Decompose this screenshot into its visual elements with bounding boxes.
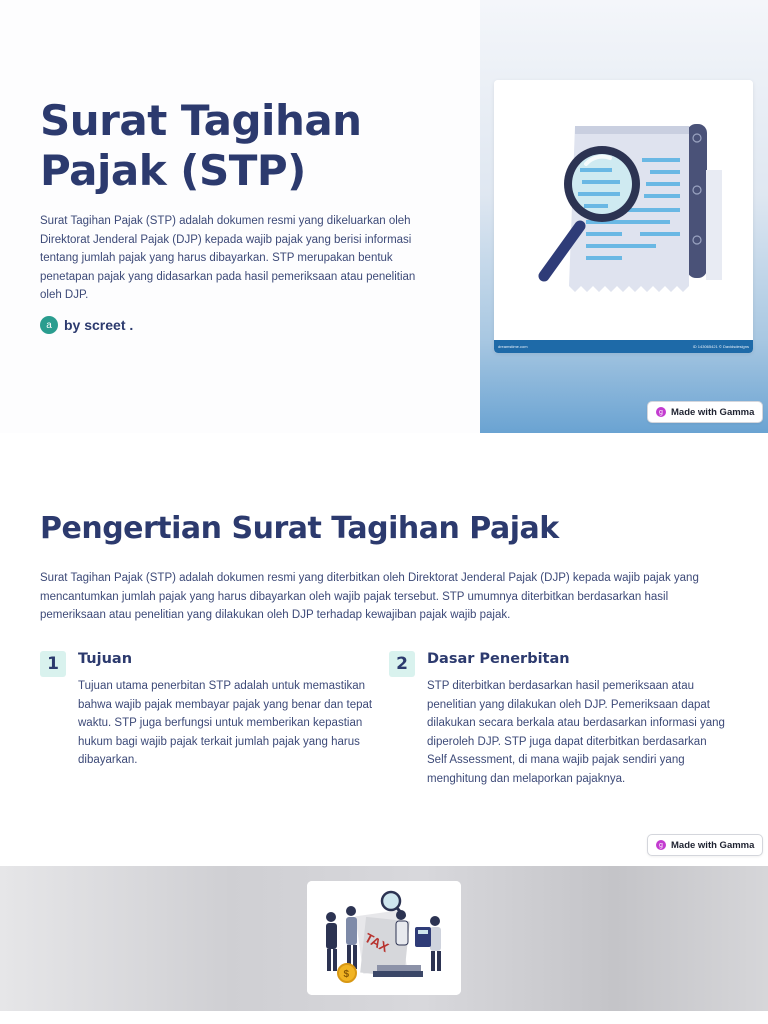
tax-stamp: TAX: [362, 930, 392, 956]
author-credit[interactable]: [40, 316, 133, 334]
point-title: Tujuan: [78, 651, 133, 667]
made-with-gamma-button[interactable]: [647, 401, 763, 423]
made-with-gamma-button[interactable]: [647, 834, 763, 856]
point-number: 2: [389, 651, 415, 677]
point-title: Dasar Penerbitan: [427, 651, 570, 667]
slide-title: [0, 0, 768, 433]
gamma-icon: g: [656, 840, 666, 850]
point-number: 1: [40, 651, 66, 677]
point-body: Tujuan utama penerbitan STP adalah untuk memastikan bahwa wajib pajak membayar pajak yang benar dan tepat waktu. STP juga berfungsi untuk memberikan kepastian hukum bagi wajib pajak terkait jumlah pajak yang harus dibayarkan.: [78, 680, 373, 766]
page-bottom-strip: [0, 1011, 768, 1024]
avatar: a: [40, 316, 58, 334]
gamma-label: Made with Gamma: [671, 406, 755, 418]
slide-illustration: [0, 866, 768, 1024]
image-footer: [494, 340, 753, 353]
gamma-icon: g: [656, 407, 666, 417]
svg-text:$: $: [343, 969, 350, 980]
point-body: STP diterbitkan berdasarkan hasil pemeriksaan atau penelitian yang dilakukan oleh DJP. Pemeriksaan dapat dilakukan secara berkala atau berdasarkan informasi yang diperoleh DJP. STP juga dapat diterbitkan berdasarkan Self Assessment, di mana wajib pajak sendiri yang menghitung dan melaporkan pajaknya.: [427, 680, 725, 785]
stock-image: [494, 80, 753, 353]
gamma-label: Made with Gamma: [671, 839, 755, 851]
image-source: dreamstime.com: [498, 344, 528, 349]
intro-text: Surat Tagihan Pajak (STP) adalah dokumen resmi yang dikeluarkan oleh Direktorat Jenderal Pajak (DJP) kepada wajib pajak yang berisi informasi tentang jumlah pajak yang harus dibayarkan. STP merupakan bentuk penetapan pajak yang didasarkan pada hasil pemeriksaan atau penelitian oleh DJP.: [40, 215, 416, 301]
tax-illustration: [307, 881, 461, 995]
image-id: ID 143065421 © Davidsdesigns: [692, 344, 749, 349]
magnifier-document-icon: [494, 80, 753, 353]
author-name: by screet .: [64, 317, 134, 333]
section-text: Surat Tagihan Pajak (STP) adalah dokumen resmi yang diterbitkan oleh Direktorat Jenderal Pajak (DJP) kepada wajib pajak yang mencantumkan jumlah pajak yang harus dibayarkan oleh wajib pajak tersebut. STP umumnya diterbitkan berdasarkan hasil pemeriksaan atau penelitian yang dilakukan oleh DJP terhadap kewajiban pajak wajib pajak.: [40, 572, 699, 621]
slide-definition: [0, 433, 768, 866]
section-title: Pengertian Surat Tagihan Pajak: [40, 511, 559, 546]
page-title: Surat Tagihan Pajak (STP): [40, 96, 362, 195]
tax-illustration-icon: [307, 881, 461, 995]
